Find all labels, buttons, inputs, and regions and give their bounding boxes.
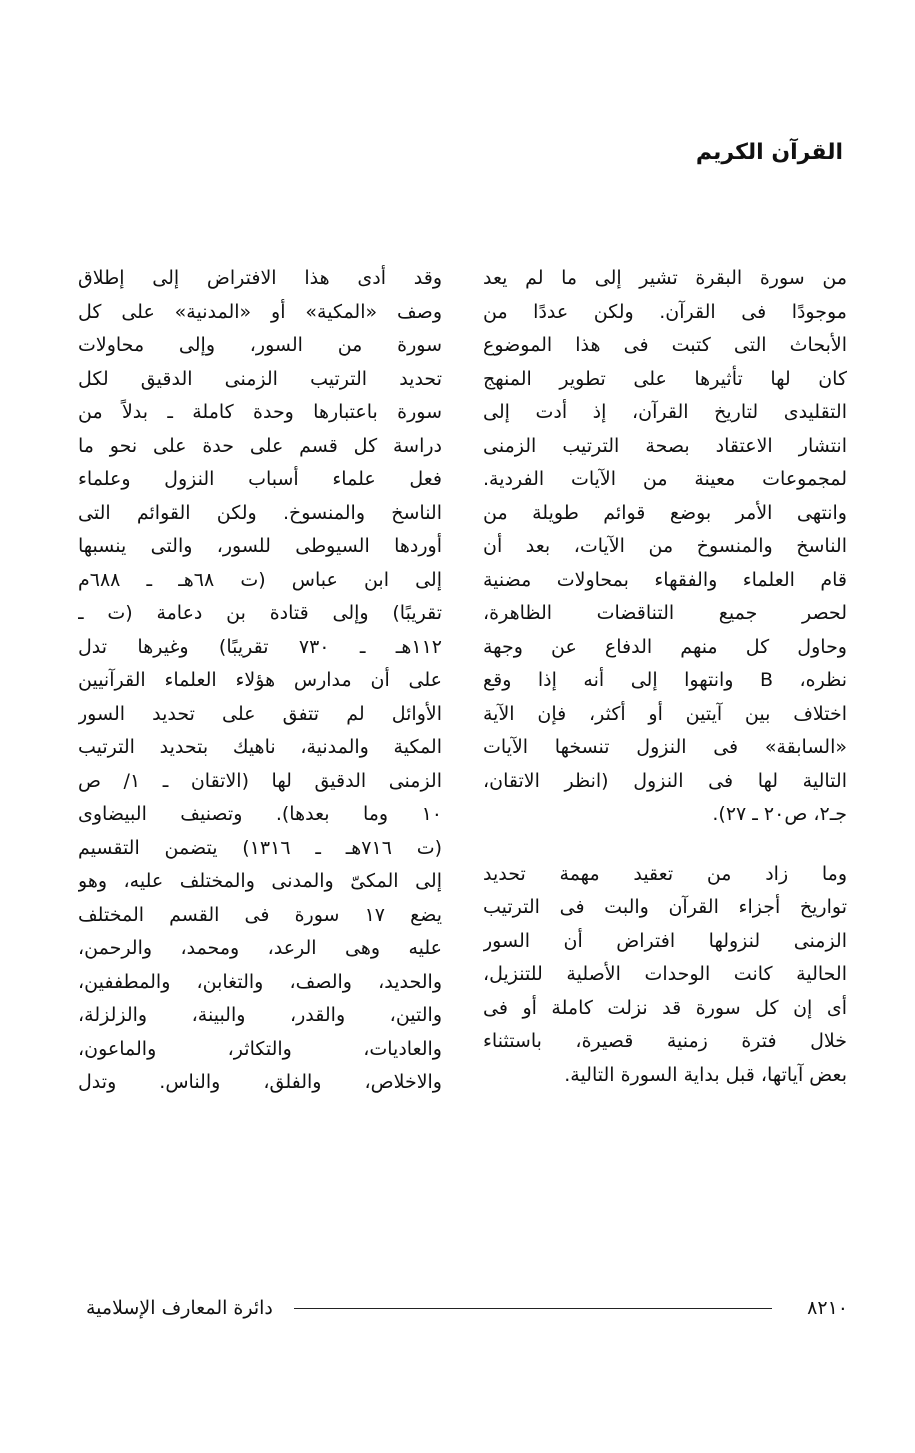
text-line: الزمنى الدقيق لها (الاتقان ـ ١/ ص xyxy=(78,769,442,792)
footer-rule xyxy=(294,1308,772,1309)
text-line: موجودًا فى القرآن. ولكن عددًا من xyxy=(483,300,847,323)
page-footer xyxy=(78,1294,848,1322)
text-line: تحديد الترتيب الزمنى الدقيق لكل xyxy=(78,367,442,390)
paragraph xyxy=(483,262,847,832)
text-line: أوردها السيوطى للسور، والتى ينسبها xyxy=(78,535,442,557)
text-line: أى إن كل سورة قد نزلت كاملة أو فى xyxy=(483,996,847,1019)
text-line: كان لها تأثيرها على تطوير المنهج xyxy=(483,367,847,390)
text-line: لمجموعات معينة من الآيات الفردية. xyxy=(483,468,847,490)
text-line: دراسة كل قسم على حدة على نحو ما xyxy=(78,434,442,457)
text-line: إلى المكىّ والمدنى والمختلف عليه، وهو xyxy=(78,870,442,892)
text-line: الزمنى لنزولها افتراض أن السور xyxy=(483,929,847,952)
text-line: «السابقة» فى النزول تنسخها الآيات xyxy=(483,736,847,758)
text-line: ١١٢هـ ـ ٧٣٠ تقريبًا) وغيرها تدل xyxy=(78,635,442,658)
text-line: قام العلماء والفقهاء بمحاولات مضنية xyxy=(483,568,847,591)
text-column-right xyxy=(483,262,847,1092)
text-line: الأوائل لم تتفق على تحديد السور xyxy=(78,702,442,725)
text-line: وانتهى الأمر بوضع قوائم طويلة من xyxy=(483,501,847,524)
text-line: وحاول كل منهم الدفاع عن وجهة xyxy=(483,635,847,658)
text-line: اختلاف بين آيتين أو أكثر، فإن الآية xyxy=(483,702,847,725)
footer-publication-title: دائرة المعارف الإسلامية xyxy=(86,1297,273,1319)
text-line: يضع ١٧ سورة فى القسم المختلف xyxy=(78,903,442,926)
text-line: عليه وهى الرعد، ومحمد، والرحمن، xyxy=(78,937,442,959)
text-column-left xyxy=(78,262,442,1100)
text-line: وقد أدى هذا الافتراض إلى إطلاق xyxy=(78,267,442,289)
text-line: والحديد، والصف، والتغابن، والمطففين، xyxy=(78,970,442,993)
text-line: فعل علماء أسباب النزول وعلماء xyxy=(78,468,442,490)
text-line: سورة من السور، وإلى محاولات xyxy=(78,334,442,356)
text-line: الحالية كانت الوحدات الأصلية للتنزيل، xyxy=(483,963,847,985)
paragraph xyxy=(483,858,847,1093)
text-line: ١٠ وما بعدها). وتصنيف البيضاوى xyxy=(78,803,442,825)
text-line: والتين، والقدر، والبينة، والزلزلة، xyxy=(78,1004,442,1026)
text-line: من سورة البقرة تشير إلى ما لم يعد xyxy=(483,267,847,289)
text-line: وصف «المكية» أو «المدنية» على كل xyxy=(78,300,442,323)
paragraph-gap xyxy=(483,832,847,858)
text-line: (ت ٧١٦هـ ـ ١٣١٦) يتضمن التقسيم xyxy=(78,836,442,859)
text-line: الأبحاث التى كتبت فى هذا الموضوع xyxy=(483,334,847,356)
text-line: الناسخ والمنسوخ. ولكن القوائم التى xyxy=(78,501,442,524)
text-line: التالية لها فى النزول (انظر الاتقان، xyxy=(483,769,847,792)
text-line: التقليدى لتاريخ القرآن، إذ أدت إلى xyxy=(483,401,847,423)
paragraph xyxy=(78,262,442,1100)
text-line: المكية والمدنية، ناهيك بتحديد الترتيب xyxy=(78,736,442,758)
text-line: تواريخ أجزاء القرآن والبت فى الترتيب xyxy=(483,896,847,918)
text-line: انتشار الاعتقاد بصحة الترتيب الزمنى xyxy=(483,434,847,457)
text-line: والاخلاص، والفلق، والناس. وتدل xyxy=(78,1071,442,1093)
running-head-title: القرآن الكريم xyxy=(695,140,843,165)
text-line: بعض آياتها، قبل بداية السورة التالية. xyxy=(564,1063,847,1086)
text-line: تقريبًا) وإلى قتادة بن دعامة (ت ـ xyxy=(78,602,442,624)
text-line: سورة باعتبارها وحدة كاملة ـ بدلاً من xyxy=(78,401,442,423)
text-line: خلال فترة زمنية قصيرة، باستثناء xyxy=(483,1030,847,1052)
text-line: لحصر جميع التناقضات الظاهرة، xyxy=(483,602,847,624)
text-line: على أن مدارس هؤلاء العلماء القرآنيين xyxy=(78,669,442,691)
text-line: والعاديات، والتكاثر، والماعون، xyxy=(78,1037,442,1060)
page-number: ٨٢١٠ xyxy=(807,1297,848,1319)
text-line: وما زاد من تعقيد مهمة تحديد xyxy=(483,862,847,885)
text-line: نظره، B وانتهوا إلى أنه إذا وقع xyxy=(483,669,847,691)
text-line: جـ٢، ص٢٠ ـ ٢٧). xyxy=(712,803,847,825)
text-line: إلى ابن عباس (ت ٦٨هـ ـ ٦٨٨م xyxy=(78,568,442,591)
text-line: الناسخ والمنسوخ من الآيات، بعد أن xyxy=(483,535,847,557)
